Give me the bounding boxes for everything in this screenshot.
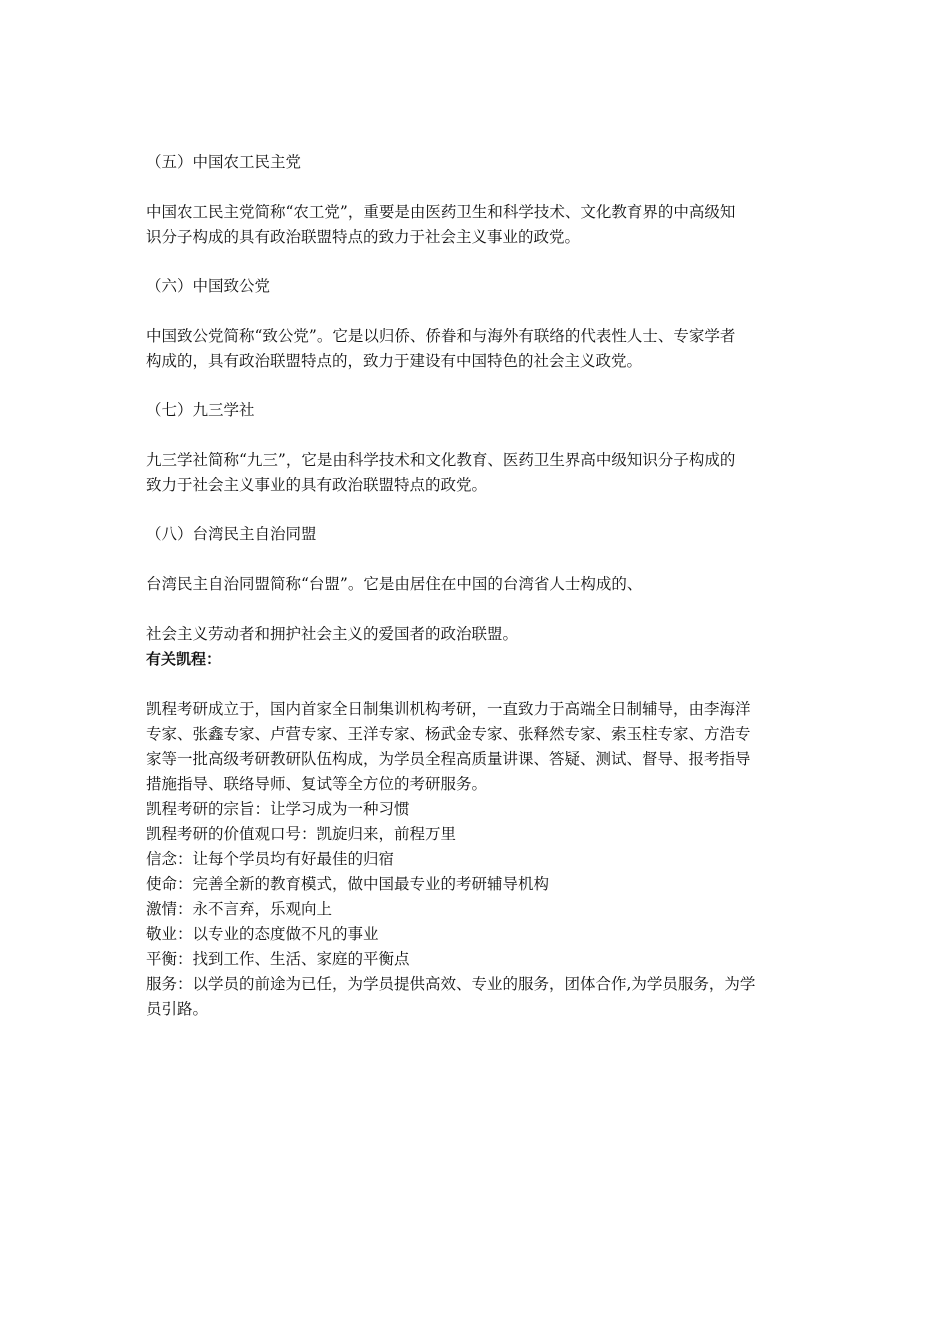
text-line: 专家、张鑫专家、卢营专家、王洋专家、杨武金专家、张释然专家、索玉柱专家、方浩专 <box>146 725 751 743</box>
list-item: 使命：完善全新的教育模式，做中国最专业的考研辅导机构 <box>146 875 550 893</box>
section-heading-6: （六）中国致公党 <box>146 277 271 295</box>
kaicheng-intro <box>146 697 814 1022</box>
section-body-8-cont: 社会主义劳动者和拥护社会主义的爱国者的政治联盟。 <box>146 625 519 643</box>
list-item: 敬业：以专业的态度做不凡的事业 <box>146 925 379 943</box>
list-item: 平衡：找到工作、生活、家庭的平衡点 <box>146 950 410 968</box>
section-heading-8: （八）台湾民主自治同盟 <box>146 525 317 543</box>
text-line: 台湾民主自治同盟简称“台盟”。它是由居住在中国的台湾省人士构成的、 <box>146 575 643 593</box>
section-body-8 <box>146 572 814 597</box>
section-body-7 <box>146 448 814 498</box>
text-line: 中国致公党简称“致公党”。它是以归侨、侨眷和与海外有联络的代表性人士、专家学者 <box>146 327 736 345</box>
text-line: 员引路。 <box>146 1000 209 1018</box>
list-item: 凯程考研的宗旨：让学习成为一种习惯 <box>146 800 410 818</box>
text-line: 中国农工民主党简称“农工党”，重要是由医药卫生和科学技术、文化教育界的中高级知 <box>146 203 736 221</box>
kaicheng-title: 有关凯程： <box>146 650 222 668</box>
section-heading-5: （五）中国农工民主党 <box>146 153 302 171</box>
text-line: 措施指导、联络导师、复试等全方位的考研服务。 <box>146 775 488 793</box>
text-line: 九三学社简称“九三”，它是由科学技术和文化教育、医药卫生界高中级知识分子构成的 <box>146 451 736 469</box>
text-line: 构成的，具有政治联盟特点的，致力于建设有中国特色的社会主义政党。 <box>146 352 643 370</box>
text-line: 服务：以学员的前途为已任，为学员提供高效、专业的服务，团体合作,为学员服务，为学 <box>146 975 756 993</box>
list-item: 信念：让每个学员均有好最佳的归宿 <box>146 850 395 868</box>
list-item: 凯程考研的价值观口号：凯旋归来，前程万里 <box>146 825 457 843</box>
text-line: 致力于社会主义事业的具有政治联盟特点的政党。 <box>146 476 488 494</box>
list-item: 激情：永不言弃，乐观向上 <box>146 900 333 918</box>
section-body-5 <box>146 200 814 250</box>
text-line: 识分子构成的具有政治联盟特点的致力于社会主义事业的政党。 <box>146 228 581 246</box>
section-body-6 <box>146 324 814 374</box>
section-heading-7: （七）九三学社 <box>146 401 255 419</box>
text-line: 凯程考研成立于，国内首家全日制集训机构考研，一直致力于高端全日制辅导，由李海洋 <box>146 700 751 718</box>
text-line: 家等一批高级考研教研队伍构成，为学员全程高质量讲课、答疑、测试、督导、报考指导 <box>146 750 751 768</box>
